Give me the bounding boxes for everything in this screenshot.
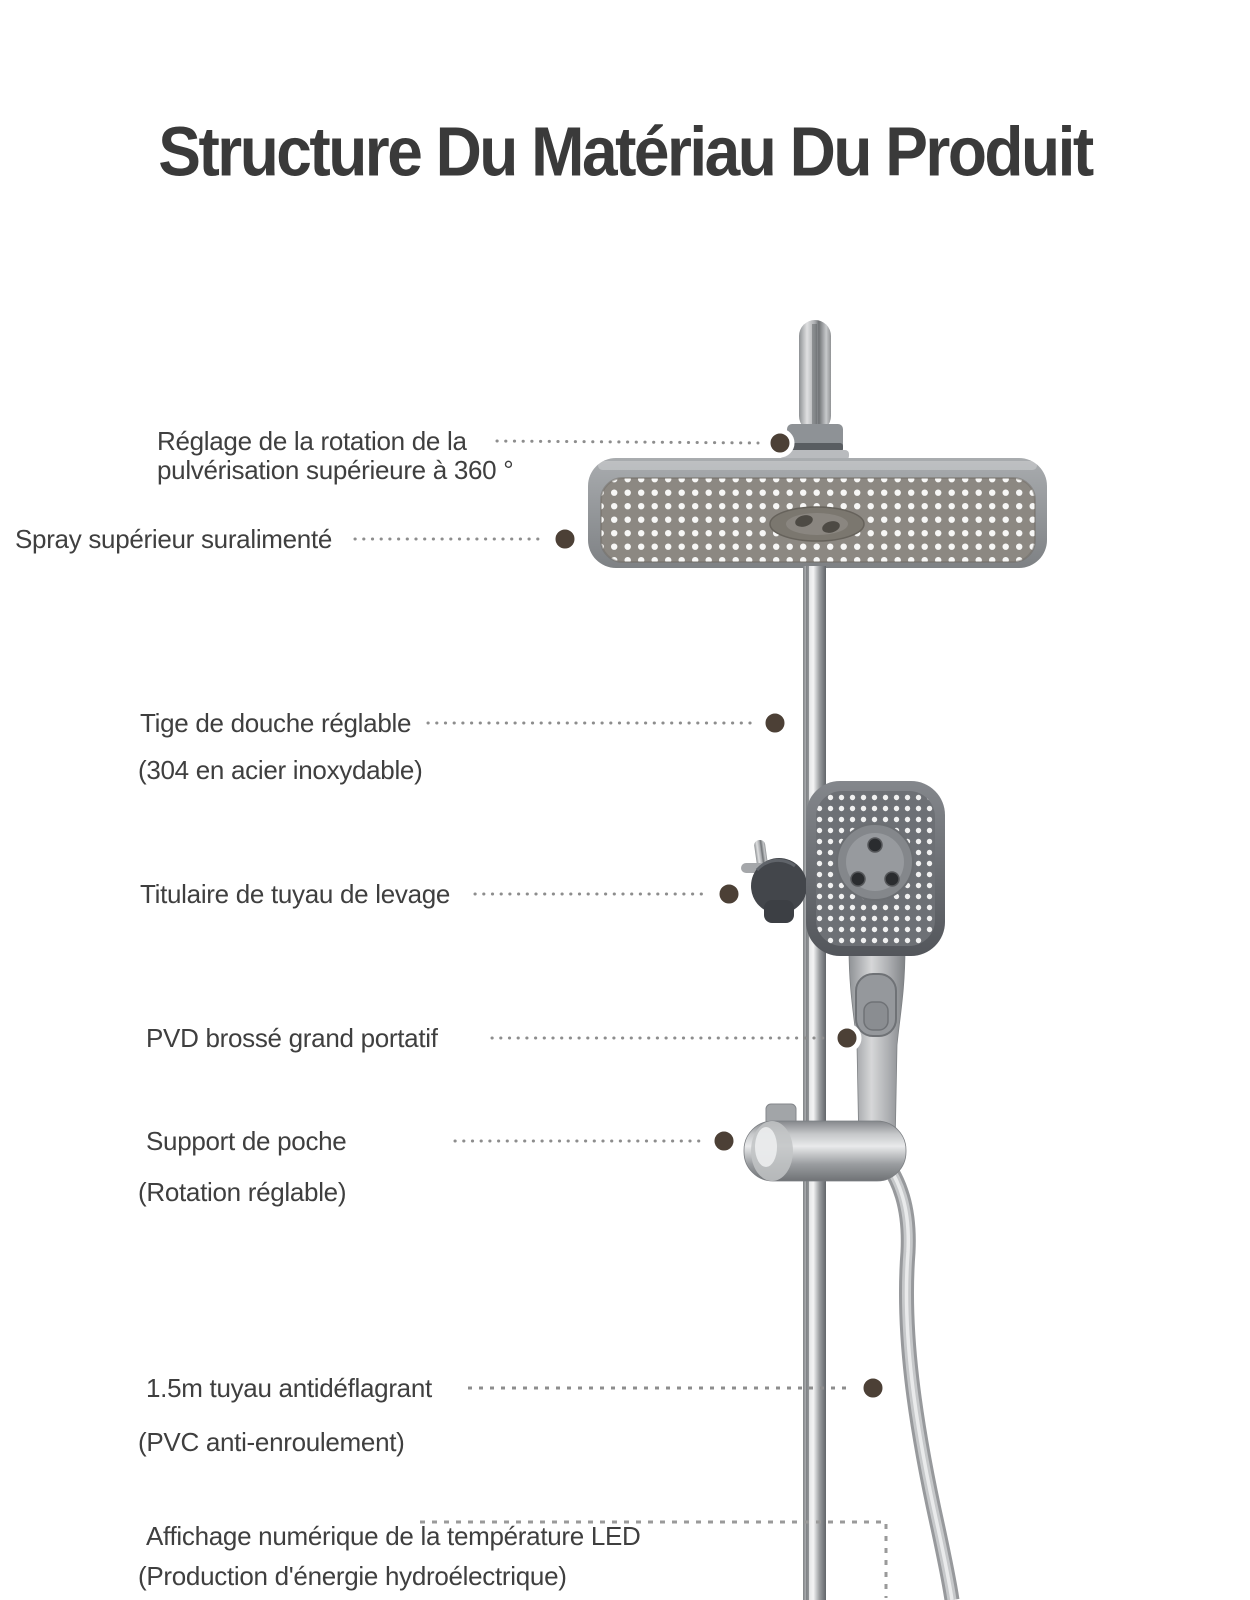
callout-dot-holder: [717, 882, 741, 906]
lift-hose-holder-knob: [741, 839, 807, 923]
callout-label-rotation-line1: Réglage de la rotation de la: [157, 426, 467, 456]
callout-label-hose-line1: 1.5m tuyau antidéflagrant: [146, 1373, 432, 1403]
shower-hose: [876, 1150, 952, 1600]
page-title: Structure Du Matériau Du Produit: [158, 113, 1092, 191]
callout-label-rod-line2: (304 en acier inoxydable): [138, 755, 423, 785]
callout-label-top-spray: Spray supérieur suralimenté: [15, 524, 333, 554]
callout-label-bracket-line1: Support de poche: [146, 1126, 347, 1156]
callout-dot-rotation: [768, 431, 792, 455]
hand-shower-mode-button: [856, 974, 896, 1036]
rain-shower-head: [588, 458, 1047, 568]
callout-dot-bracket: [712, 1129, 736, 1153]
pocket-bracket: [744, 1104, 906, 1181]
pipe-connector-nut: [781, 424, 849, 460]
callout-dot-rod: [763, 711, 787, 735]
callout-dot-hand-shower: [835, 1026, 859, 1050]
callout-label-hand-shower: PVD brossé grand portatif: [146, 1023, 438, 1053]
rain-shower-emblem: [770, 507, 864, 541]
callout-label-led-line2: (Production d'énergie hydroélectrique): [138, 1561, 567, 1591]
hand-shower-head: [806, 781, 945, 956]
callout-label-bracket-line2: (Rotation réglable): [138, 1177, 347, 1207]
top-inlet-pipe: [799, 320, 831, 432]
rain-shower-face: [601, 478, 1035, 562]
callout-label-rod-line1: Tige de douche réglable: [140, 708, 412, 738]
shower-rod: [803, 566, 826, 1600]
callout-label-rotation-line2: pulvérisation supérieure à 360 °: [157, 455, 514, 485]
callout-label-hose-line2: (PVC anti-enroulement): [138, 1427, 405, 1457]
callout-label-led-line1: Affichage numérique de la température LED: [146, 1521, 641, 1551]
hand-shower-handle: [849, 948, 905, 1159]
callout-label-holder: Titulaire de tuyau de levage: [140, 879, 451, 909]
callout-dot-hose: [861, 1376, 885, 1400]
hand-shower-face: [816, 791, 935, 946]
callout-line-rotation: [497, 441, 758, 443]
callout-dot-top-spray: [553, 527, 577, 551]
